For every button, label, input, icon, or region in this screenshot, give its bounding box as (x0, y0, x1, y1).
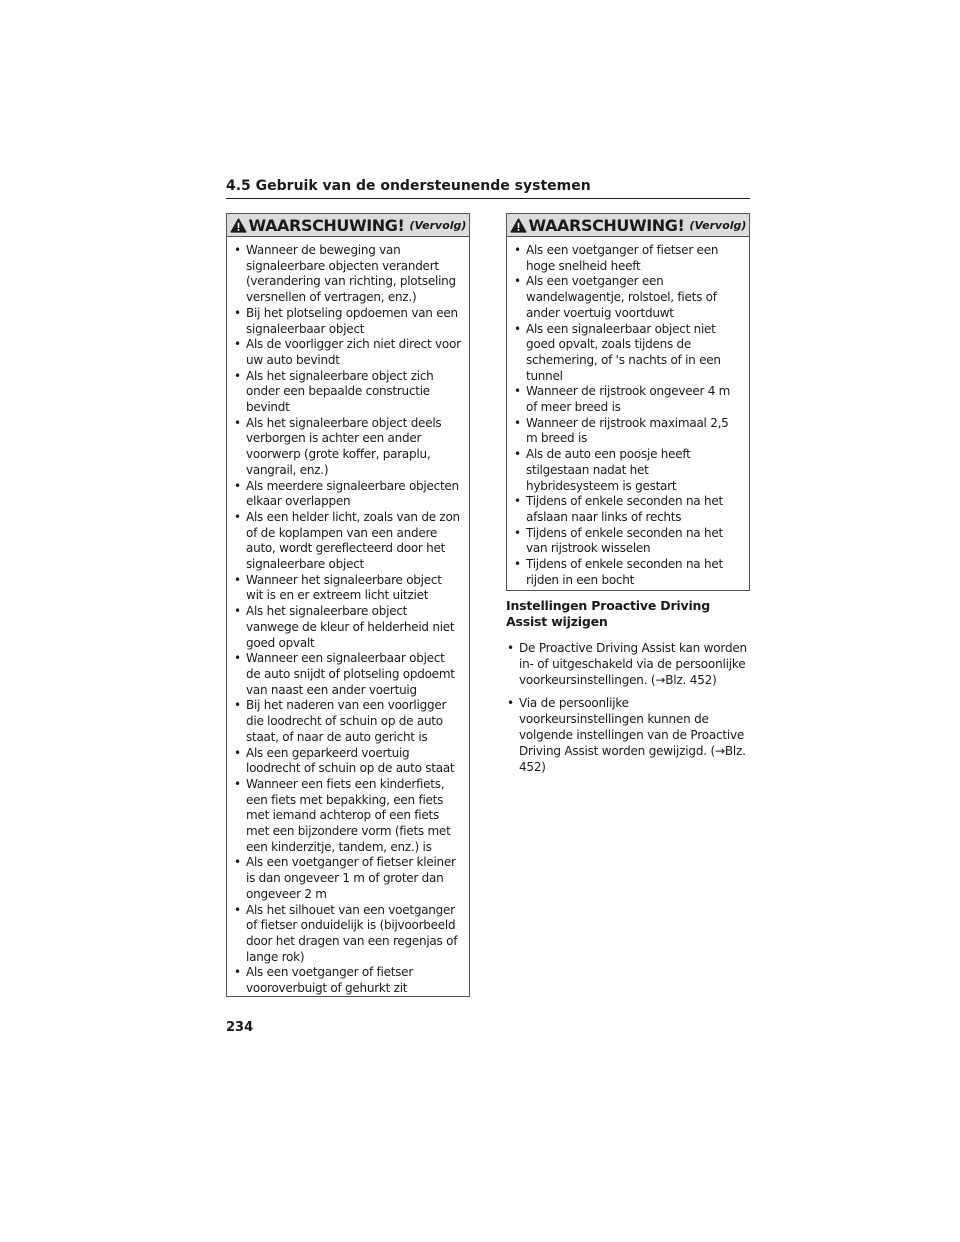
warning-list (227, 237, 469, 997)
warning-box-right (506, 213, 750, 591)
warning-header (507, 214, 749, 237)
list-item: • Wanneer de rijstrook maximaal 2,5 m breed is (513, 416, 741, 447)
settings-heading: Instellingen Proactive Driving Assist wijzigen (506, 598, 710, 629)
list-item: • Als het signaleerbare object zich onder een bepaalde constructie bevindt (233, 369, 461, 416)
list-item: • Wanneer een signaleerbaar object de auto snijdt of plotseling opdoemt van naast een ander voertuig (233, 651, 461, 698)
warning-box-left (226, 213, 470, 997)
list-item: • Als het signaleerbare object deels verborgen is achter een ander voorwerp (grote koffer, paraplu, vangrail, enz.) (233, 416, 461, 479)
list-item: • Wanneer de beweging van signaleerbare objecten verandert (verandering van richting, plotseling versnellen of vertragen, enz.) (233, 243, 461, 306)
list-item: • Tijdens of enkele seconden na het rijden in een bocht (513, 557, 741, 588)
list-item: • Als meerdere signaleerbare objecten elkaar overlappen (233, 479, 461, 510)
list-item: • Als een voetganger of fietser kleiner is dan ongeveer 1 m of groter dan ongeveer 2 m (233, 855, 461, 902)
warning-triangle-icon (510, 218, 527, 233)
warning-subtitle: (Vervolg) (689, 218, 747, 232)
list-item: • Als een signaleerbaar object niet goed opvalt, zoals tijdens de schemering, of 's nachts of in een tunnel (513, 322, 741, 385)
page-number: 234 (226, 1020, 254, 1035)
list-item: • Als de auto een poosje heeft stilgestaan nadat het hybridesysteem is gestart (513, 447, 741, 494)
list-item: • Tijdens of enkele seconden na het van rijstrook wisselen (513, 526, 741, 557)
warning-triangle-icon (230, 218, 247, 233)
settings-section (506, 598, 750, 783)
list-item: • Wanneer een fiets een kinderfiets, een fiets met bepakking, een fiets met iemand achterop of een fiets met een bijzondere vorm (fiets met een kinderzitje, tandem, enz.) is (233, 777, 461, 856)
warning-title: WAARSCHUWING! (248, 215, 405, 235)
list-item: • Wanneer de rijstrook ongeveer 4 m of meer breed is (513, 384, 741, 415)
list-item: • Als de voorligger zich niet direct voor uw auto bevindt (233, 337, 461, 368)
list-item: • Als een voetganger of fietser een hoge snelheid heeft (513, 243, 741, 274)
warning-title: WAARSCHUWING! (528, 215, 685, 235)
warning-list (507, 237, 749, 588)
list-item: • Bij het plotseling opdoemen van een signaleerbaar object (233, 306, 461, 337)
list-item: • Tijdens of enkele seconden na het afslaan naar links of rechts (513, 494, 741, 525)
list-item: • Bij het naderen van een voorligger die loodrecht of schuin op de auto staat, of naar de auto gericht is (233, 698, 461, 745)
list-item: • De Proactive Driving Assist kan worden in- of uitgeschakeld via de persoonlijke voorkeursinstellingen. (→Blz. 452) (506, 641, 750, 688)
section-title: 4.5 Gebruik van de ondersteunende systemen (226, 178, 750, 199)
list-item: • Als een helder licht, zoals van de zon of de koplampen van een andere auto, wordt gereflecteerd door het signaleerbare object (233, 510, 461, 573)
settings-list (506, 641, 750, 775)
warning-subtitle: (Vervolg) (409, 218, 467, 232)
list-item: • Via de persoonlijke voorkeursinstellingen kunnen de volgende instellingen van de Proactive Driving Assist worden gewijzigd. (→Blz. 452) (506, 696, 750, 775)
list-item: • Wanneer het signaleerbare object wit is en er extreem licht uitziet (233, 573, 461, 604)
list-item: • Als een geparkeerd voertuig loodrecht of schuin op de auto staat (233, 746, 461, 777)
list-item: • Als het signaleerbare object vanwege de kleur of helderheid niet goed opvalt (233, 604, 461, 651)
list-item: • Als een voetganger een wandelwagentje, rolstoel, fiets of ander voertuig voortduwt (513, 274, 741, 321)
list-item: • Als een voetganger of fietser vooroverbuigt of gehurkt zit (233, 965, 461, 996)
warning-header (227, 214, 469, 237)
list-item: • Als het silhouet van een voetganger of fietser onduidelijk is (bijvoorbeeld door het dragen van een regenjas of lange rok) (233, 903, 461, 966)
